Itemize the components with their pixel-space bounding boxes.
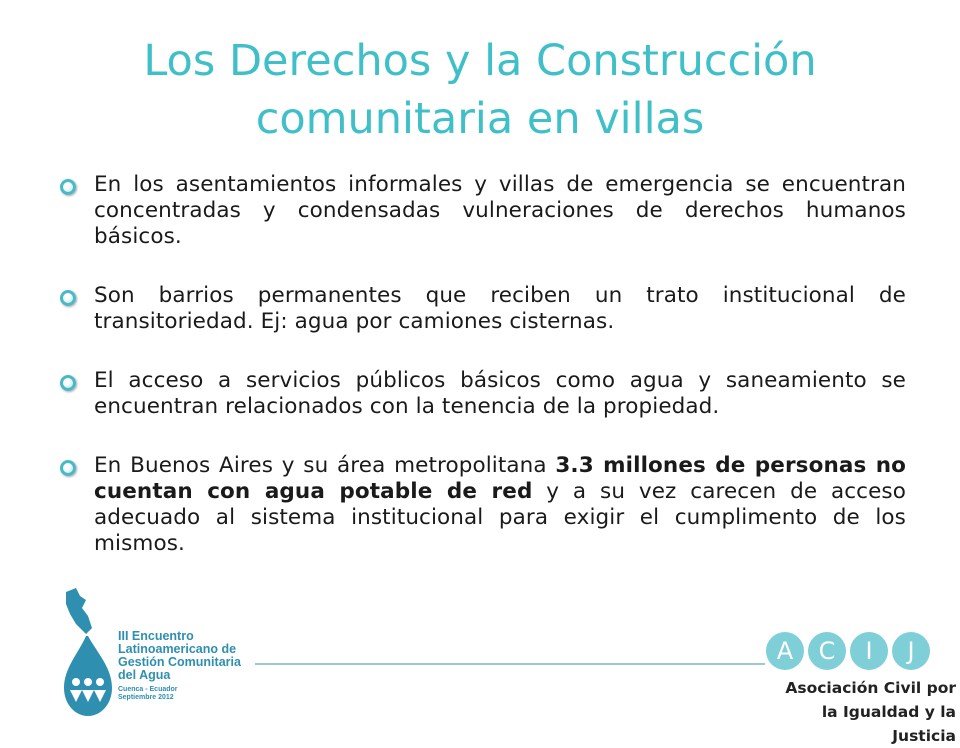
- bullet-item: [60, 283, 906, 335]
- bullet-item: [60, 453, 906, 557]
- bullet-circle-icon: [60, 460, 76, 476]
- logo-left-subtitle: [118, 686, 238, 702]
- logo-left-line: III Encuentro: [118, 629, 194, 643]
- bullet-text-part: y a su vez carecen de acceso adecuado al sistema institucional para exigir el cumplimento de los mismos.: [94, 479, 906, 556]
- title-line-1: Los Derechos y la Construcción: [143, 36, 817, 86]
- acij-org-line: la Igualdad y la Justicia: [821, 703, 956, 745]
- logo-left-line: del Agua: [118, 668, 171, 682]
- acij-letter-circles: [766, 632, 956, 670]
- bullet-text-part: En Buenos Aires y su área metropolitana: [94, 453, 556, 478]
- bullet-item: [60, 368, 906, 420]
- acij-letter-c: C: [808, 632, 846, 670]
- bullet-item: [60, 172, 906, 250]
- logo-left-title: [118, 630, 258, 682]
- acij-org-name: [766, 676, 956, 748]
- acij-letter-j: J: [892, 632, 930, 670]
- acij-logo: [766, 632, 956, 745]
- bullet-text: El acceso a servicios públicos básicos como agua y saneamiento se encuentran relacionados con la tenencia de la propiedad.: [94, 368, 906, 419]
- logo-left-sub-line: Cuenca - Ecuador: [118, 686, 178, 693]
- bullet-text: Son barrios permanentes que reciben un trato institucional de transitoriedad. Ej: agua por camiones cisternas.: [94, 283, 906, 334]
- acij-org-line: Asociación Civil por: [785, 679, 956, 697]
- bullet-list: [60, 172, 906, 590]
- acij-letter-a: A: [766, 632, 804, 670]
- logo-left-sub-line: Septiembre 2012: [118, 694, 174, 701]
- encuentro-logo: [56, 584, 256, 720]
- slide-title: [60, 32, 900, 148]
- bullet-circle-icon: [60, 179, 76, 195]
- water-drop-map-icon: [56, 584, 120, 720]
- footer-divider: [255, 663, 765, 665]
- bullet-text-bold: 3.3 millones de personas no cuentan con agua potable de red: [94, 453, 907, 504]
- logo-left-line: Latinoamericano de: [118, 642, 237, 656]
- bullet-text: [94, 453, 906, 557]
- title-line-2: comunitaria en villas: [255, 94, 705, 144]
- bullet-circle-icon: [60, 290, 76, 306]
- bullet-circle-icon: [60, 375, 76, 391]
- logo-left-line: Gestión Comunitaria: [118, 655, 241, 669]
- acij-letter-i: I: [850, 632, 888, 670]
- bullet-text: En los asentamientos informales y villas de emergencia se encuentran concentradas y condensadas vulneraciones de derechos humanos básicos.: [94, 172, 906, 249]
